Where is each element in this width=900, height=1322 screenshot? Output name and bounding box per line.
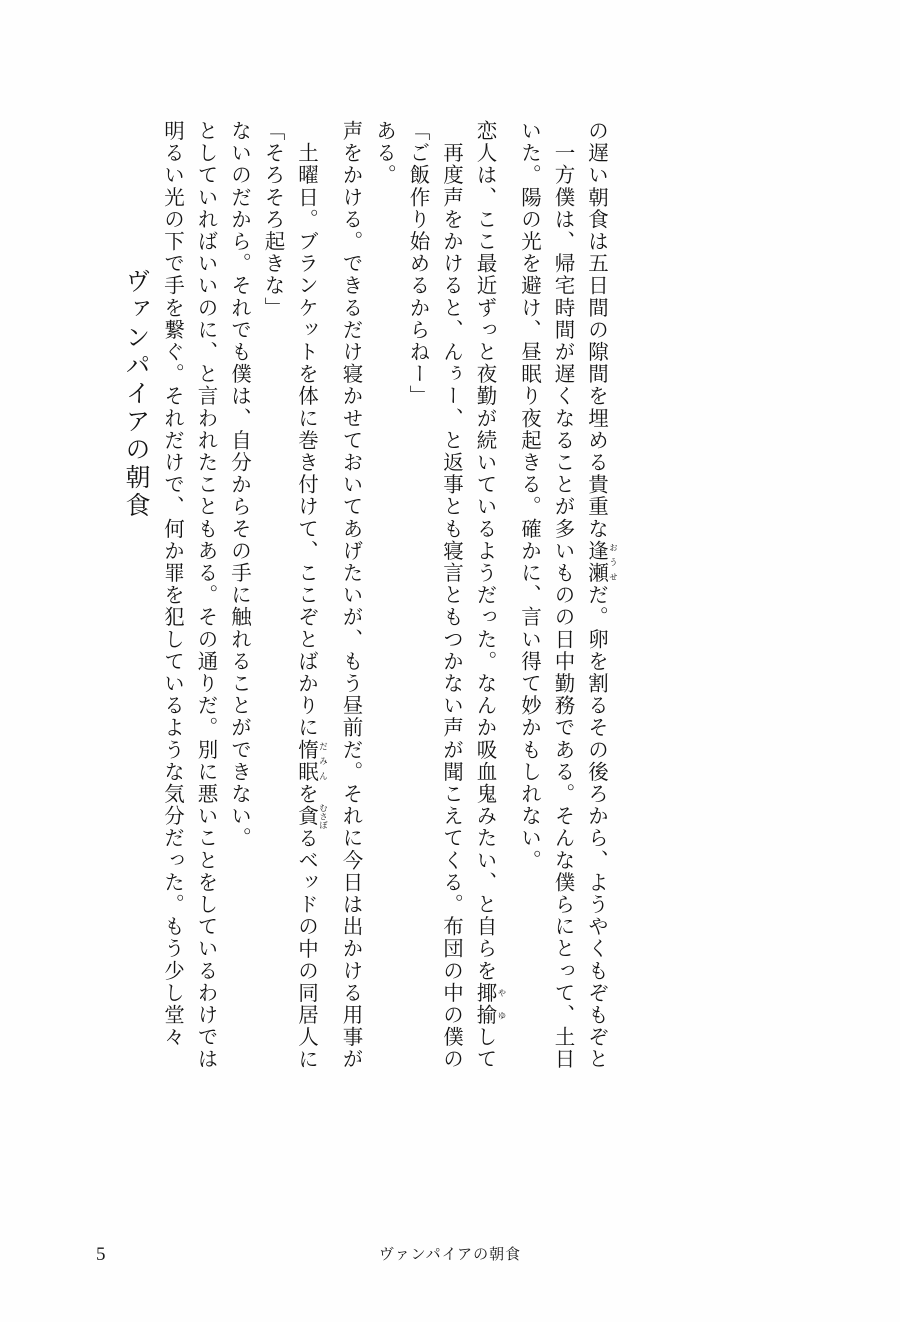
body-column: 声をかける。できるだけ寝かせておいてあげたいが、もう昼前だ。それに今日は出かける用事が [339, 120, 363, 1071]
body-column: の遅い朝食は五日間の隙間を埋める貴重な逢瀬 おうせだ。卵を割るその後ろから、ようやくもぞもぞと [584, 120, 618, 1071]
body-column: 土曜日。ブランケットを体に巻き付けて、ここぞとばかりに惰眠 だみんを貪 むさぼるベッドの中の同居人に [294, 120, 328, 1071]
running-head: ヴァンパイアの朝食 [378, 1245, 522, 1263]
body-column: 「ご飯作り始めるからねー」 [406, 120, 430, 408]
page-footer [0, 1240, 900, 1266]
ruby-annotation: 逢瀬 おうせ [584, 539, 618, 585]
body-column: 恋人は、ここ最近ずっと夜勤が続いているようだった。なんか吸血鬼みたい、と自らを揶揄 やゆして [473, 120, 506, 1071]
ruby-annotation: 揶揄 やゆ [473, 981, 506, 1027]
body-column: としていればいいのに、と言われたこともある。その通りだ。別に悪いことをしているわけでは [194, 120, 218, 1071]
body-column: いた。陽の光を避け、昼眠り夜起きる。確かに、言い得て妙かもしれない。 [517, 120, 542, 872]
body-column: ないのだから。それでも僕は、自分からその手に触れることができない。 [227, 120, 252, 850]
body-column: ある。 [372, 120, 397, 187]
body-column: 再度声をかけると、んぅー、と返事とも寝言ともつかない声が聞こえてくる。布団の中の僕の [439, 120, 464, 1071]
chapter-title: ヴァンパイアの朝食 [122, 268, 151, 520]
ruby-annotation: 貪 むさぼ [294, 803, 328, 829]
ruby-annotation: 惰眠 だみん [294, 738, 328, 784]
vertical-text-area [78, 120, 842, 1160]
body-column: 明るい光の下で手を繋ぐ。それだけで、何か罪を犯しているような気分だった。もう少し堂々 [160, 120, 185, 1049]
body-column: 一方僕は、帰宅時間が遅くなることが多いものの日中勤務である。そんな僕らにとって、土日 [551, 120, 575, 1071]
page-number: 5 [96, 1244, 106, 1265]
body-column: 「そろそろ起きな」 [261, 120, 285, 319]
